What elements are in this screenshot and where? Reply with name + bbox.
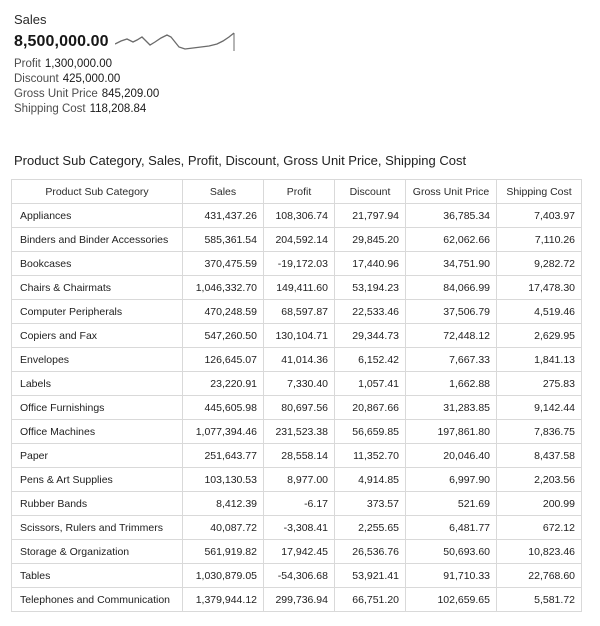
cell-discount: 4,914.85 [335, 468, 406, 492]
table-title: Product Sub Category, Sales, Profit, Discount, Gross Unit Price, Shipping Cost [14, 153, 467, 168]
cell-profit: 41,014.36 [264, 348, 335, 372]
sparkline-line [115, 33, 234, 49]
table-container [11, 179, 582, 612]
sales-kpi-tile [14, 12, 314, 117]
cell-profit: -19,172.03 [264, 252, 335, 276]
cell-product-sub-category: Office Machines [12, 420, 183, 444]
cell-shipping-cost: 5,581.72 [497, 588, 582, 612]
cell-profit: 204,592.14 [264, 228, 335, 252]
cell-gross-unit-price: 37,506.79 [406, 300, 497, 324]
cell-profit: 299,736.94 [264, 588, 335, 612]
table-body [12, 204, 582, 612]
cell-discount: 17,440.96 [335, 252, 406, 276]
cell-discount: 53,921.41 [335, 564, 406, 588]
cell-gross-unit-price: 6,997.90 [406, 468, 497, 492]
cell-gross-unit-price: 50,693.60 [406, 540, 497, 564]
cell-shipping-cost: 22,768.60 [497, 564, 582, 588]
kpi-detail-profit: Profit 1,300,000.00 [14, 58, 112, 70]
cell-profit: -6.17 [264, 492, 335, 516]
cell-shipping-cost: 10,823.46 [497, 540, 582, 564]
cell-sales: 547,260.50 [183, 324, 264, 348]
cell-product-sub-category: Binders and Binder Accessories [12, 228, 183, 252]
table-row[interactable] [12, 564, 582, 588]
cell-gross-unit-price: 91,710.33 [406, 564, 497, 588]
cell-product-sub-category: Pens & Art Supplies [12, 468, 183, 492]
cell-product-sub-category: Scissors, Rulers and Trimmers [12, 516, 183, 540]
cell-discount: 29,845.20 [335, 228, 406, 252]
column-header-discount[interactable]: Discount [335, 180, 406, 204]
cell-profit: 130,104.71 [264, 324, 335, 348]
cell-product-sub-category: Appliances [12, 204, 183, 228]
cell-discount: 2,255.65 [335, 516, 406, 540]
cell-profit: 80,697.56 [264, 396, 335, 420]
cell-shipping-cost: 672.12 [497, 516, 582, 540]
cell-gross-unit-price: 7,667.33 [406, 348, 497, 372]
cell-sales: 23,220.91 [183, 372, 264, 396]
table-row[interactable] [12, 204, 582, 228]
cell-profit: -54,306.68 [264, 564, 335, 588]
cell-sales: 251,643.77 [183, 444, 264, 468]
cell-shipping-cost: 2,203.56 [497, 468, 582, 492]
cell-sales: 1,046,332.70 [183, 276, 264, 300]
table-row[interactable] [12, 468, 582, 492]
table-row[interactable] [12, 420, 582, 444]
cell-gross-unit-price: 6,481.77 [406, 516, 497, 540]
column-header-gross-unit-price[interactable]: Gross Unit Price [406, 180, 497, 204]
cell-shipping-cost: 4,519.46 [497, 300, 582, 324]
table-row[interactable] [12, 300, 582, 324]
cell-sales: 370,475.59 [183, 252, 264, 276]
kpi-value-row [14, 31, 314, 53]
cell-discount: 11,352.70 [335, 444, 406, 468]
cell-sales: 40,087.72 [183, 516, 264, 540]
cell-discount: 373.57 [335, 492, 406, 516]
kpi-detail-discount: Discount 425,000.00 [14, 73, 121, 85]
table-header-row [12, 180, 582, 204]
cell-gross-unit-price: 84,066.99 [406, 276, 497, 300]
sales-sparkline[interactable] [115, 32, 235, 52]
cell-product-sub-category: Bookcases [12, 252, 183, 276]
table-row[interactable] [12, 276, 582, 300]
cell-sales: 585,361.54 [183, 228, 264, 252]
cell-product-sub-category: Rubber Bands [12, 492, 183, 516]
kpi-detail-shipping-cost: Shipping Cost 118,208.84 [14, 103, 147, 115]
cell-gross-unit-price: 62,062.66 [406, 228, 497, 252]
cell-shipping-cost: 7,403.97 [497, 204, 582, 228]
cell-shipping-cost: 200.99 [497, 492, 582, 516]
cell-gross-unit-price: 34,751.90 [406, 252, 497, 276]
cell-profit: 7,330.40 [264, 372, 335, 396]
cell-gross-unit-price: 72,448.12 [406, 324, 497, 348]
cell-gross-unit-price: 31,283.85 [406, 396, 497, 420]
cell-discount: 53,194.23 [335, 276, 406, 300]
cell-profit: 231,523.38 [264, 420, 335, 444]
table-row[interactable] [12, 492, 582, 516]
cell-gross-unit-price: 1,662.88 [406, 372, 497, 396]
cell-gross-unit-price: 36,785.34 [406, 204, 497, 228]
cell-profit: 149,411.60 [264, 276, 335, 300]
cell-sales: 445,605.98 [183, 396, 264, 420]
column-header-product-sub-category[interactable]: Product Sub Category [12, 180, 183, 204]
cell-discount: 6,152.42 [335, 348, 406, 372]
cell-profit: -3,308.41 [264, 516, 335, 540]
cell-profit: 108,306.74 [264, 204, 335, 228]
cell-product-sub-category: Telephones and Communication [12, 588, 183, 612]
table-row[interactable] [12, 324, 582, 348]
cell-sales: 126,645.07 [183, 348, 264, 372]
cell-sales: 1,030,879.05 [183, 564, 264, 588]
table-row[interactable] [12, 372, 582, 396]
cell-discount: 56,659.85 [335, 420, 406, 444]
cell-product-sub-category: Labels [12, 372, 183, 396]
cell-shipping-cost: 7,110.26 [497, 228, 582, 252]
cell-gross-unit-price: 102,659.65 [406, 588, 497, 612]
cell-shipping-cost: 9,282.72 [497, 252, 582, 276]
column-header-shipping-cost[interactable]: Shipping Cost [497, 180, 582, 204]
table-row[interactable] [12, 252, 582, 276]
table-row[interactable] [12, 516, 582, 540]
cell-discount: 20,867.66 [335, 396, 406, 420]
column-header-sales[interactable]: Sales [183, 180, 264, 204]
cell-profit: 8,977.00 [264, 468, 335, 492]
table-row[interactable] [12, 540, 582, 564]
cell-discount: 26,536.76 [335, 540, 406, 564]
kpi-title: Sales [14, 12, 47, 27]
cell-gross-unit-price: 20,046.40 [406, 444, 497, 468]
kpi-value: 8,500,000.00 [14, 33, 109, 50]
table-row[interactable] [12, 228, 582, 252]
cell-shipping-cost: 1,841.13 [497, 348, 582, 372]
kpi-detail-gross-unit-price: Gross Unit Price 845,209.00 [14, 88, 160, 100]
cell-sales: 8,412.39 [183, 492, 264, 516]
cell-profit: 68,597.87 [264, 300, 335, 324]
cell-discount: 29,344.73 [335, 324, 406, 348]
cell-shipping-cost: 2,629.95 [497, 324, 582, 348]
table-row[interactable] [12, 444, 582, 468]
cell-sales: 470,248.59 [183, 300, 264, 324]
data-table [11, 179, 582, 612]
cell-sales: 561,919.82 [183, 540, 264, 564]
cell-shipping-cost: 275.83 [497, 372, 582, 396]
cell-discount: 1,057.41 [335, 372, 406, 396]
cell-gross-unit-price: 197,861.80 [406, 420, 497, 444]
table-row[interactable] [12, 396, 582, 420]
cell-discount: 22,533.46 [335, 300, 406, 324]
cell-shipping-cost: 8,437.58 [497, 444, 582, 468]
cell-discount: 21,797.94 [335, 204, 406, 228]
cell-sales: 431,437.26 [183, 204, 264, 228]
cell-sales: 1,379,944.12 [183, 588, 264, 612]
cell-sales: 1,077,394.46 [183, 420, 264, 444]
cell-shipping-cost: 7,836.75 [497, 420, 582, 444]
cell-product-sub-category: Paper [12, 444, 183, 468]
cell-shipping-cost: 9,142.44 [497, 396, 582, 420]
cell-product-sub-category: Tables [12, 564, 183, 588]
cell-discount: 66,751.20 [335, 588, 406, 612]
table-row[interactable] [12, 348, 582, 372]
cell-product-sub-category: Copiers and Fax [12, 324, 183, 348]
cell-sales: 103,130.53 [183, 468, 264, 492]
column-header-profit[interactable]: Profit [264, 180, 335, 204]
cell-gross-unit-price: 521.69 [406, 492, 497, 516]
cell-shipping-cost: 17,478.30 [497, 276, 582, 300]
cell-product-sub-category: Chairs & Chairmats [12, 276, 183, 300]
table-row[interactable] [12, 588, 582, 612]
cell-product-sub-category: Storage & Organization [12, 540, 183, 564]
cell-product-sub-category: Office Furnishings [12, 396, 183, 420]
cell-product-sub-category: Envelopes [12, 348, 183, 372]
cell-product-sub-category: Computer Peripherals [12, 300, 183, 324]
cell-profit: 17,942.45 [264, 540, 335, 564]
cell-profit: 28,558.14 [264, 444, 335, 468]
kpi-details [14, 57, 314, 117]
